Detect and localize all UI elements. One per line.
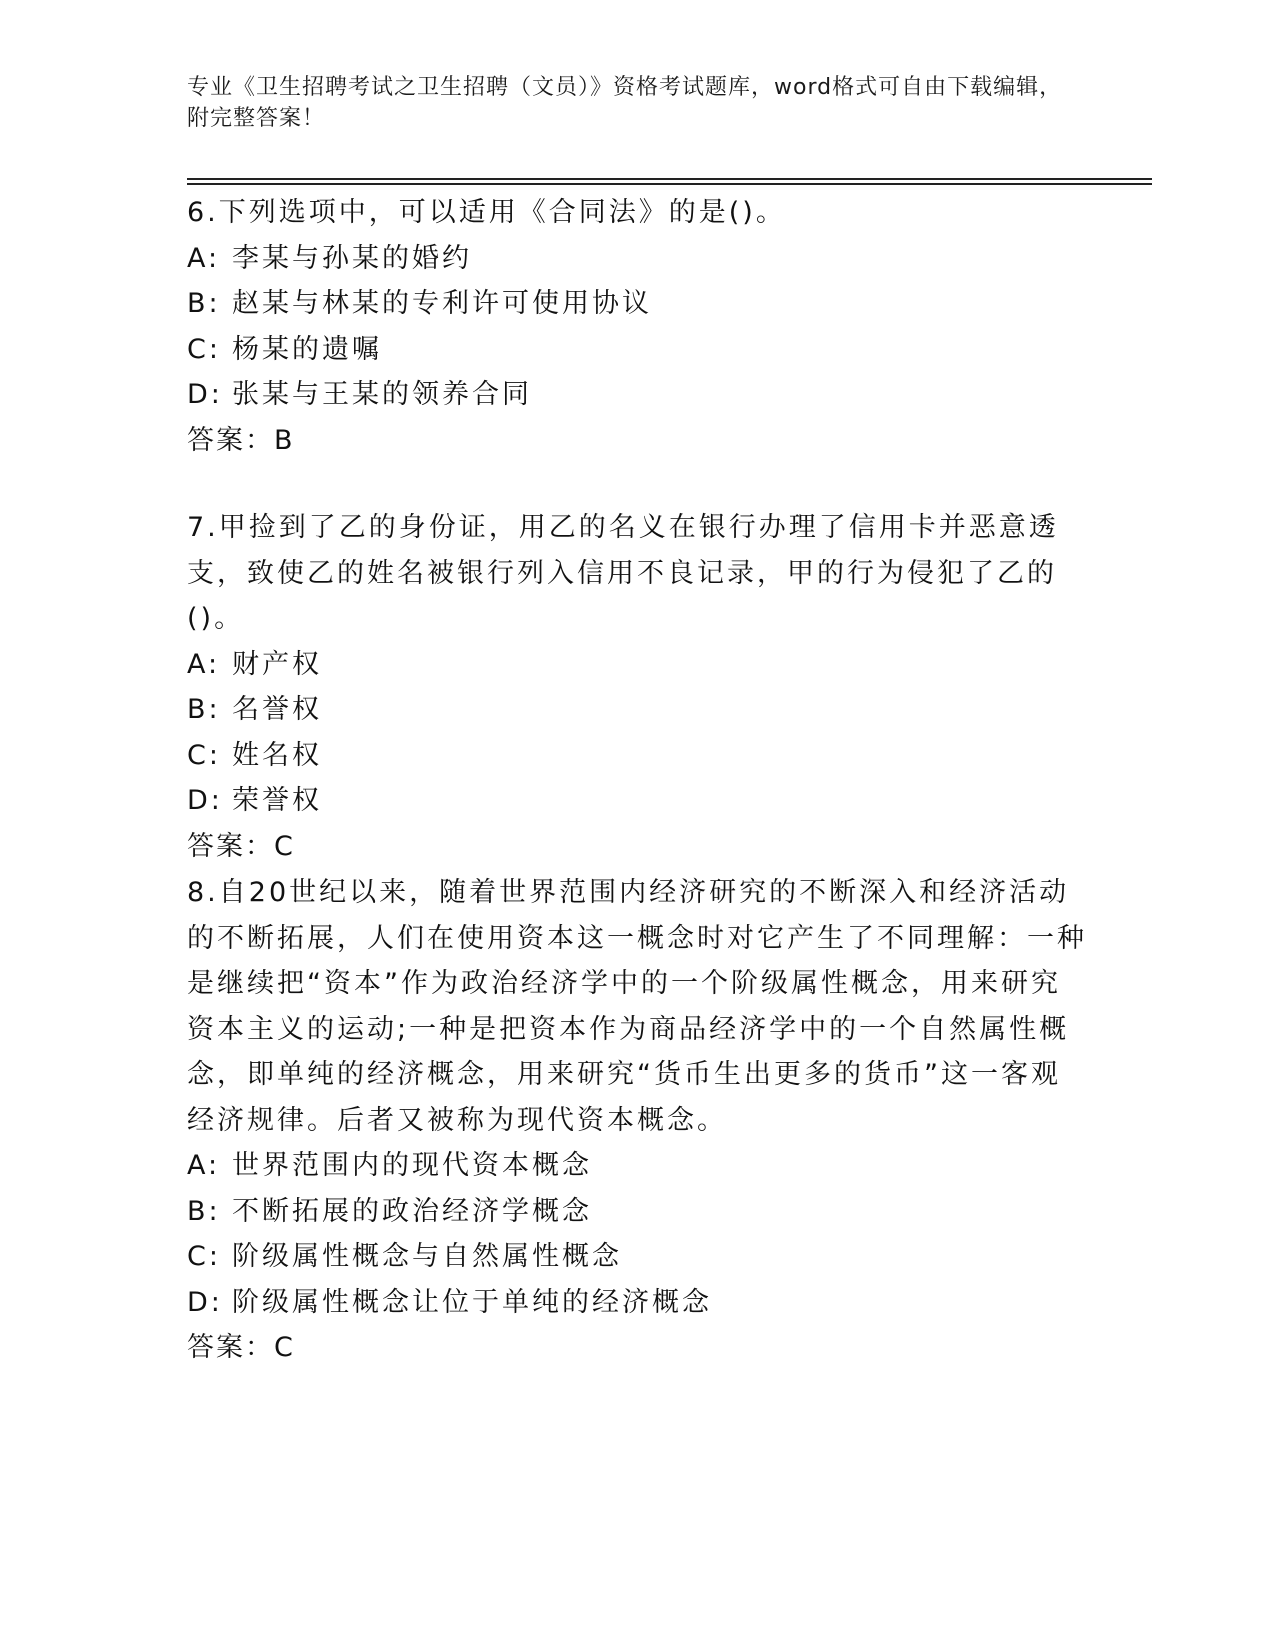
option-letter: B:	[187, 694, 221, 725]
option-letter: D:	[187, 1286, 223, 1318]
option-text: 姓名权	[232, 739, 322, 771]
header-text: 专业《卫生招聘考试之卫生招聘（文员）》资格考试题库，word格式可自由下载编辑，附完整答案！	[187, 75, 1063, 131]
header-divider-top	[187, 178, 1152, 180]
option-text: 不断拓展的政治经济学概念	[232, 1195, 592, 1227]
option-text: 阶级属性概念让位于单纯的经济概念	[232, 1286, 712, 1318]
option-a	[187, 236, 1087, 282]
answer-line: 答案：B	[187, 424, 295, 456]
answer-line: 答案：C	[187, 1332, 295, 1363]
question-8	[187, 870, 1087, 1371]
option-text: 张某与王某的领养合同	[232, 379, 532, 410]
option-text: 赵某与林某的专利许可使用协议	[232, 288, 652, 319]
option-text: 杨某的遗嘱	[232, 333, 382, 365]
option-letter: C:	[187, 333, 221, 365]
option-c	[187, 327, 1087, 373]
question-stem: 7.甲捡到了乙的身份证，用乙的名义在银行办理了信用卡并恶意透支，致使乙的姓名被银行列入信用不良记录，甲的行为侵犯了乙的()。	[187, 512, 1059, 634]
option-text: 阶级属性概念与自然属性概念	[232, 1241, 622, 1272]
option-text: 荣誉权	[232, 785, 322, 816]
option-letter: C:	[187, 739, 221, 771]
option-d	[187, 1280, 1087, 1326]
option-text: 名誉权	[232, 694, 322, 725]
option-d	[187, 778, 1087, 824]
answer-line: 答案：C	[187, 830, 295, 862]
option-c	[187, 1234, 1087, 1280]
option-letter: A:	[187, 648, 221, 680]
option-letter: A:	[187, 1150, 221, 1181]
option-text: 李某与孙某的婚约	[232, 242, 472, 274]
option-a	[187, 1143, 1087, 1189]
option-letter: B:	[187, 288, 221, 319]
option-letter: D:	[187, 379, 223, 410]
document-header	[187, 72, 1067, 134]
option-b	[187, 687, 1087, 733]
question-stem: 6.下列选项中，可以适用《合同法》的是()。	[187, 197, 786, 228]
question-7	[187, 505, 1087, 869]
option-a	[187, 642, 1087, 688]
question-stem: 8.自20世纪以来，随着世界范围内经济研究的不断深入和经济活动的不断拓展，人们在使用资本这一概念时对它产生了不同理解：一种是继续把“资本”作为政治经济学中的一个阶级属性概念，用来研究资本主义的运动;一种是把资本作为商品经济学中的一个自然属性概念，即单纯的经济概念，用来研究“货币生出更多的货币”这一客观经济规律。后者又被称为现代资本概念。	[187, 877, 1087, 1136]
option-letter: A:	[187, 242, 221, 274]
question-6	[187, 190, 1087, 463]
option-letter: B:	[187, 1195, 221, 1227]
option-c	[187, 733, 1087, 779]
option-d	[187, 372, 1087, 418]
option-letter: C:	[187, 1241, 221, 1272]
option-text: 世界范围内的现代资本概念	[232, 1150, 592, 1181]
header-divider-bottom	[187, 183, 1152, 185]
option-letter: D:	[187, 785, 223, 816]
option-text: 财产权	[232, 648, 322, 680]
option-b	[187, 1189, 1087, 1235]
option-b	[187, 281, 1087, 327]
